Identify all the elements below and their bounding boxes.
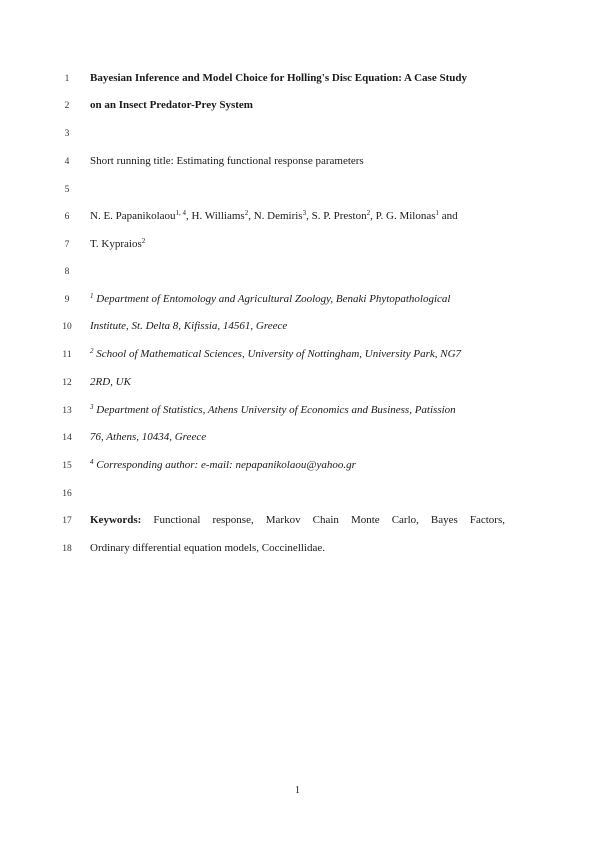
- author-conjunction: and: [441, 210, 458, 222]
- author-name: N. E. Papanikolaou: [90, 210, 176, 222]
- line-number: 12: [62, 378, 72, 388]
- author-list-line-2: [90, 238, 145, 252]
- affiliation-marker: 3: [90, 403, 94, 411]
- line-number: 4: [64, 157, 70, 167]
- line-number: 18: [62, 544, 72, 554]
- line-number: 6: [64, 212, 70, 222]
- affiliation-marker: 1: [90, 292, 94, 300]
- line-number: 5: [64, 185, 70, 195]
- author-list-line-1: N. E. Papanikolaou$^{1, 4}$, H. Williams$^2$, N. Demiris$^3$, S. P. Preston$^2$, P. G. Milonas$^1$ and: [90, 209, 458, 222]
- page-number: 1: [295, 785, 300, 796]
- affiliation-marker: 2: [90, 347, 94, 355]
- paper-title-line-2: on an Insect Predator-Prey System: [90, 99, 253, 111]
- line-number: 9: [64, 295, 70, 305]
- author-name: N. Demiris: [253, 210, 303, 222]
- affiliation-3-line-2: 76, Athens, 10434, Greece: [90, 431, 207, 443]
- running-title: Short running title: Estimating functional response parameters: [90, 155, 364, 167]
- corresponding-author: [90, 459, 356, 473]
- author-affiliation-marker: 1, 4: [175, 209, 187, 217]
- author-affiliation-marker: 1: [435, 209, 440, 217]
- keywords-label: Keywords:: [90, 514, 142, 526]
- affiliation-text: School of Mathematical Sciences, University of Nottingham, University Park, NG7: [96, 348, 462, 360]
- author-name: T. Kypraios: [90, 238, 142, 250]
- line-number: 15: [62, 461, 72, 471]
- affiliation-1-line-2: Institute, St. Delta 8, Kifissia, 14561, Greece: [90, 320, 288, 332]
- line-number: 1: [64, 74, 70, 84]
- line-number: 13: [62, 406, 72, 416]
- line-number: 7: [64, 240, 70, 250]
- corresponding-author-text: Corresponding author: e-mail: nepapanikolaou@yahoo.gr: [96, 459, 356, 471]
- affiliation-1-line-1: [90, 293, 450, 307]
- affiliation-marker: 4: [90, 458, 94, 466]
- affiliation-text: Department of Statistics, Athens University of Economics and Business, Patission: [96, 404, 456, 416]
- paper-title-line-1: Bayesian Inference and Model Choice for Holling's Disc Equation: A Case Study: [90, 72, 467, 84]
- author-name: H. Williams: [191, 210, 245, 222]
- affiliation-2-line-1: [90, 348, 461, 362]
- author-name: P. G. Milonas: [375, 210, 436, 222]
- line-number: 10: [62, 322, 72, 332]
- line-number: 17: [62, 516, 72, 526]
- affiliation-3-line-1: [90, 404, 456, 418]
- line-number: 2: [64, 101, 70, 111]
- line-number: 3: [64, 129, 70, 139]
- affiliation-2-line-2: 2RD, UK: [90, 376, 131, 388]
- line-number: 16: [62, 489, 72, 499]
- line-number: 11: [62, 350, 72, 360]
- author-name: S. P. Preston: [311, 210, 367, 222]
- author-affiliation-marker: 2: [141, 237, 146, 245]
- author-affiliation-marker: 2: [366, 209, 371, 217]
- author-affiliation-marker: 3: [302, 209, 307, 217]
- line-number: 8: [64, 267, 70, 277]
- author-affiliation-marker: 2: [244, 209, 249, 217]
- keywords-text: Functional response, Markov Chain Monte Carlo, Bayes Factors,: [153, 514, 505, 526]
- line-number: 14: [62, 433, 72, 443]
- keywords-line-1: [90, 514, 505, 527]
- keywords-line-2: Ordinary differential equation models, Coccinellidae.: [90, 542, 325, 554]
- affiliation-text: Department of Entomology and Agricultural Zoology, Benaki Phytopathological: [96, 293, 451, 305]
